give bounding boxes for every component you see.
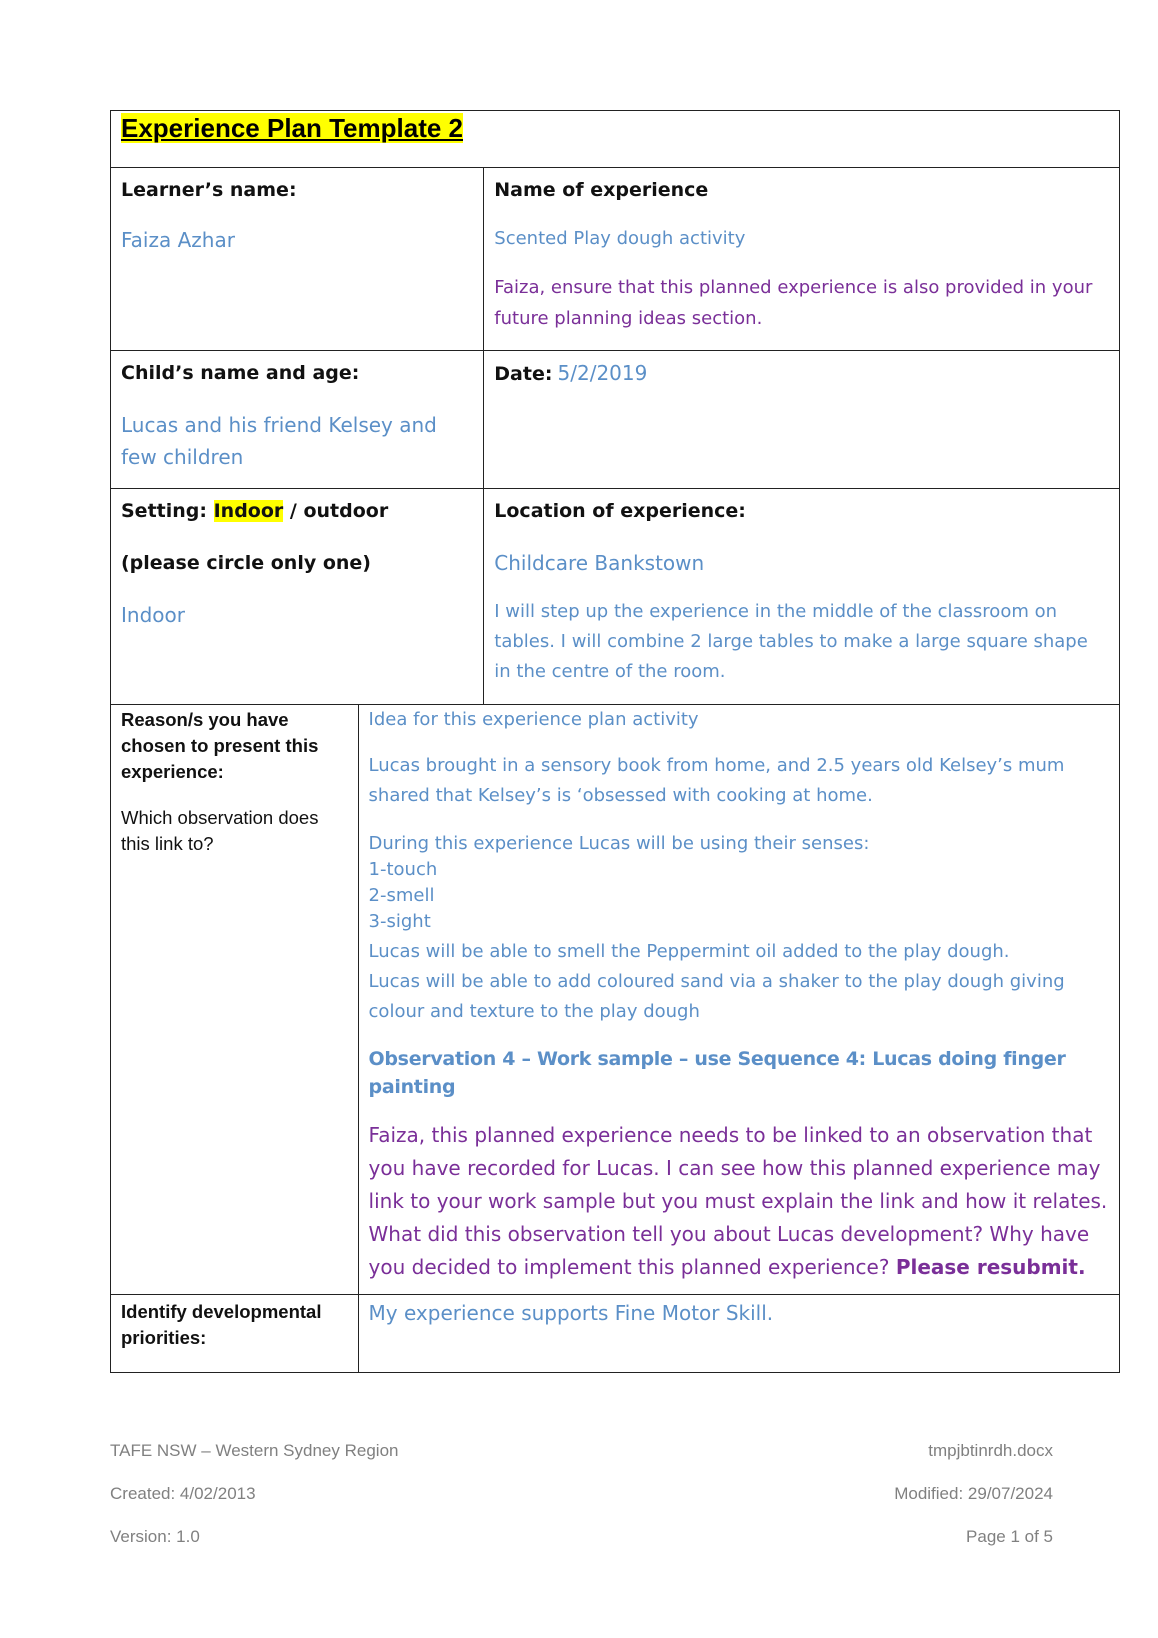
location-details: I will step up the experience in the middle of the classroom on tables. I will combine 2 large tables to make a large square shape in the centre of the room.: [494, 601, 1088, 682]
setting-value: Indoor: [121, 603, 185, 627]
date-line: [494, 359, 1109, 389]
child-row: [111, 350, 1119, 488]
footer-created: Created: 4/02/2013: [110, 1484, 256, 1503]
priorities-content-cell: [358, 1295, 1119, 1372]
reasons-sub-label: Which observation does this link to?: [121, 807, 319, 854]
learner-name: Faiza Azhar: [121, 228, 235, 252]
feedback-text: Faiza, this planned experience needs to be linked to an observation that you have recorded for Lucas. I can see how this planned experience may link to your work sample but you must explain the link and how it relates. What did this observation tell you about Lucas development? Why have you decided to implement this planned experience?: [368, 1123, 1108, 1279]
experience-cell: [483, 168, 1119, 350]
setting-outdoor-option[interactable]: / outdoor: [289, 500, 389, 522]
footer-organisation: TAFE NSW – Western Sydney Region: [110, 1441, 399, 1460]
priorities-row: [111, 1294, 1119, 1372]
learner-label: Learner’s name:: [121, 179, 297, 201]
footer-version: Version: 1.0: [110, 1527, 200, 1546]
learner-cell: [111, 168, 483, 350]
observation-link: Observation 4 – Work sample – use Sequence 4: Lucas doing finger painting: [368, 1048, 1066, 1098]
feedback-paragraph: [369, 1119, 1109, 1284]
idea-text: Lucas brought in a sensory book from home, and 2.5 years old Kelsey’s mum shared that Kelsey’s is ‘obsessed with cooking at home.: [368, 755, 1065, 806]
reasons-label-cell: [111, 705, 358, 1294]
feedback-emphasis: Please resubmit.: [895, 1255, 1086, 1279]
smell-text: Lucas will be able to smell the Peppermint oil added to the play dough.: [368, 941, 1010, 962]
setting-line: [121, 497, 473, 525]
sense-item: 3-sight: [368, 911, 431, 932]
experience-plan-table: [110, 110, 1120, 1373]
child-label: Child’s name and age:: [121, 362, 360, 384]
title-row: [111, 111, 1119, 167]
setting-label: Setting:: [121, 500, 207, 522]
reasons-label: Reason/s you have chosen to present this experience:: [121, 709, 319, 782]
experience-label: Name of experience: [494, 179, 709, 201]
experience-comment: Faiza, ensure that this planned experience is also provided in your future planning ideas section.: [494, 277, 1093, 329]
sense-item: 2-smell: [368, 885, 435, 906]
sand-text: Lucas will be able to add coloured sand via a shaker to the play dough giving colour and texture to the play dough: [368, 971, 1065, 1022]
footer-page: Page 1 of 5: [966, 1527, 1053, 1546]
setting-instruction: (please circle only one): [121, 552, 371, 574]
setting-row: [111, 488, 1119, 704]
priorities-label: Identify developmental priorities:: [121, 1301, 322, 1348]
footer-modified: Modified: 29/07/2024: [894, 1484, 1053, 1503]
title-cell: [111, 111, 1119, 167]
footer-filename: tmpjbtinrdh.docx: [928, 1441, 1053, 1460]
idea-heading: Idea for this experience plan activity: [368, 709, 699, 730]
location-cell: [483, 489, 1119, 704]
date-cell: [483, 351, 1119, 488]
experience-name: Scented Play dough activity: [494, 228, 746, 249]
senses-intro: During this experience Lucas will be using their senses:: [368, 833, 870, 854]
child-name: Lucas and his friend Kelsey and few children: [121, 413, 437, 469]
priorities-value: My experience supports Fine Motor Skill.: [368, 1301, 774, 1325]
reasons-row: [111, 704, 1119, 1294]
date-label: Date:: [494, 363, 553, 385]
page-title: Experience Plan Template 2: [121, 113, 463, 143]
priorities-label-cell: [111, 1295, 358, 1372]
learner-row: [111, 167, 1119, 350]
sense-item: 1-touch: [368, 859, 438, 880]
location-value: Childcare Bankstown: [494, 551, 705, 575]
location-label: Location of experience:: [494, 500, 746, 522]
reasons-content-cell: [358, 705, 1119, 1294]
child-cell: [111, 351, 483, 488]
setting-cell: [111, 489, 483, 704]
setting-indoor-option[interactable]: Indoor: [213, 500, 284, 522]
date-value: 5/2/2019: [557, 361, 648, 385]
